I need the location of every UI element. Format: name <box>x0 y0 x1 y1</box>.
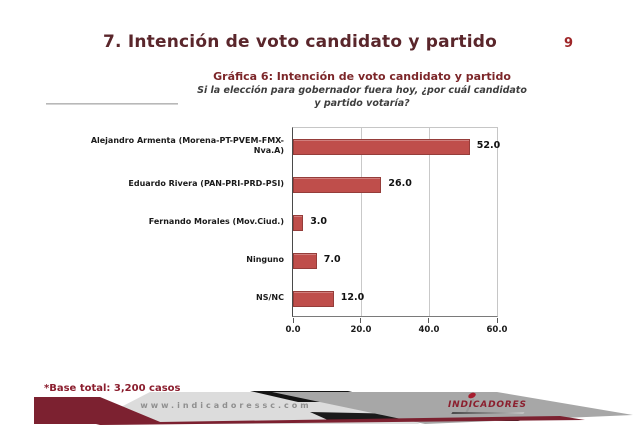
page-title: 7. Intención de voto candidato y partido <box>103 32 497 52</box>
bar <box>293 291 334 307</box>
logo-underline <box>452 412 525 414</box>
bar <box>293 253 317 269</box>
bar-value-label: 12.0 <box>340 292 365 303</box>
base-total-footnote: *Base total: 3,200 casos <box>44 383 181 394</box>
chart-title: Gráfica 6: Intención de voto candidato y partido <box>213 70 511 83</box>
logo-text: INDICADORES <box>448 400 527 410</box>
axis-tick <box>428 318 429 323</box>
category-label: Alejandro Armenta (Morena-PT-PVEM-FMX-Nva.A) <box>90 135 284 155</box>
bar <box>293 139 470 155</box>
website-url: www.indicadoressc.com <box>140 401 312 410</box>
bar-value-label: 3.0 <box>310 216 328 227</box>
axis-tick-label: 0.0 <box>285 325 301 335</box>
bar-chart <box>62 127 508 335</box>
axis-tick-label: 20.0 <box>350 325 372 335</box>
plot-area <box>285 127 508 335</box>
category-label: Eduardo Rivera (PAN-PRI-PRD-PSI) <box>128 178 284 188</box>
bar-value-label: 52.0 <box>476 140 501 151</box>
gridline <box>361 128 362 316</box>
category-label: Ninguno <box>246 254 284 264</box>
indicadores-logo <box>448 391 544 421</box>
bar <box>293 215 303 231</box>
category-label: NS/NC <box>256 292 284 302</box>
gridline <box>429 128 430 316</box>
category-label: Fernando Morales (Mov.Ciud.) <box>148 216 284 226</box>
axis-tick <box>497 318 498 323</box>
chart-header <box>152 70 572 111</box>
axis-tick-label: 60.0 <box>486 325 508 335</box>
axis-tick-label: 40.0 <box>418 325 440 335</box>
category-labels <box>62 127 292 317</box>
bar-value-label: 7.0 <box>323 254 341 265</box>
bar-value-label: 26.0 <box>388 178 412 189</box>
axis-tick <box>293 318 294 323</box>
page-number: 9 <box>564 36 574 51</box>
chart-subtitle: Si la elección para gobernador fuera hoy, ¿por cuál candidato y partido votaría? <box>197 85 527 109</box>
axis-tick <box>360 318 361 323</box>
bar <box>293 177 381 193</box>
